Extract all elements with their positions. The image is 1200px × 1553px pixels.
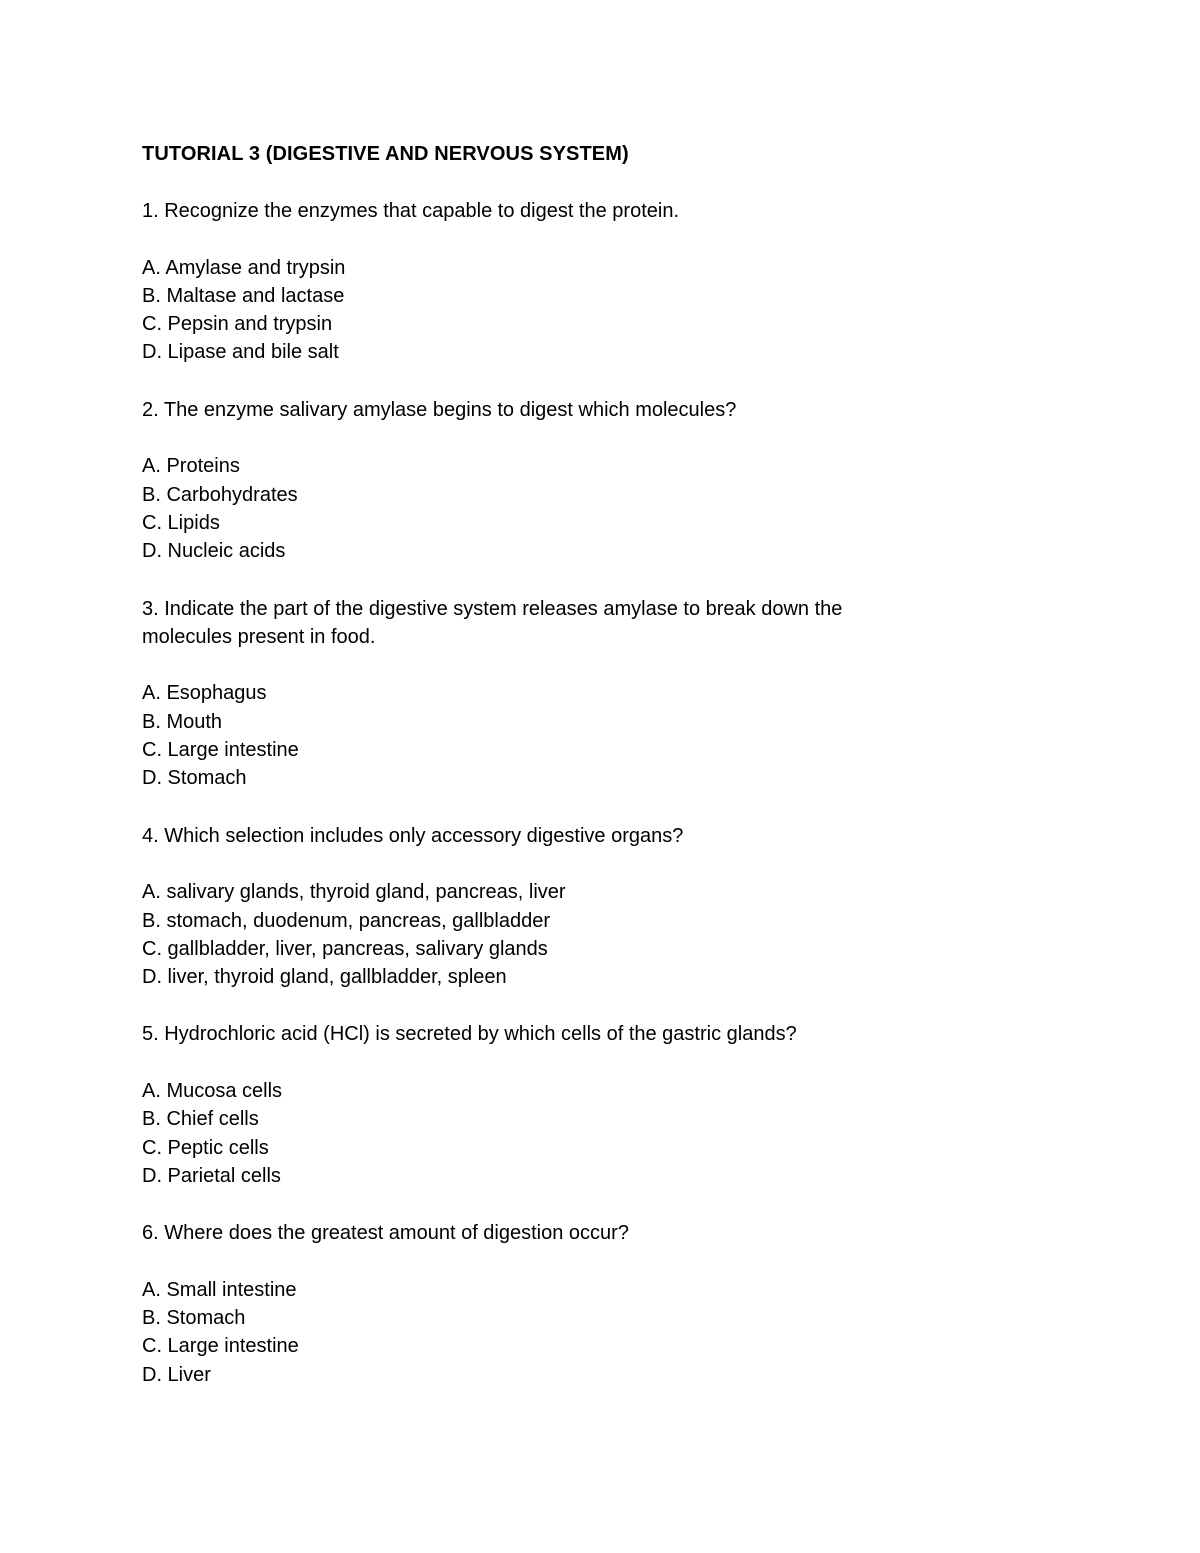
question-text: 1. Recognize the enzymes that capable to digest the protein. — [142, 200, 680, 222]
answer-option: D. Lipase and bile salt — [142, 341, 339, 364]
answer-option: A. Amylase and trypsin — [142, 256, 346, 279]
question-text: 5. Hydrochloric acid (HCl) is secreted by which cells of the gastric glands? — [142, 1023, 797, 1046]
answer-option: D. liver, thyroid gland, gallbladder, spleen — [142, 966, 507, 989]
question-text: 3. Indicate the part of the digestive system releases amylase to break down the molecules present in food. — [142, 597, 843, 648]
question-1 — [142, 197, 1042, 367]
answer-options — [142, 1276, 1042, 1389]
answer-option: B. Maltase and lactase — [142, 284, 345, 307]
question-5 — [142, 1020, 1042, 1190]
question-2 — [142, 396, 1042, 566]
answer-option: B. Carbohydrates — [142, 483, 298, 506]
question-6 — [142, 1219, 1042, 1389]
answer-option: D. Nucleic acids — [142, 540, 286, 563]
answer-options — [142, 254, 1042, 367]
answer-options — [142, 878, 1042, 991]
answer-options — [142, 1077, 1042, 1190]
answer-options — [142, 452, 1042, 565]
answer-option: D. Stomach — [142, 767, 247, 790]
answer-option: C. Pepsin and trypsin — [142, 313, 333, 336]
answer-option: A. salivary glands, thyroid gland, pancreas, liver — [142, 881, 566, 904]
answer-option: B. Mouth — [142, 710, 223, 733]
answer-option: A. Small intestine — [142, 1278, 297, 1301]
answer-option: C. gallbladder, liver, pancreas, salivary glands — [142, 937, 548, 960]
question-3 — [142, 595, 1042, 793]
answer-option: B. Chief cells — [142, 1108, 259, 1131]
answer-option: A. Esophagus — [142, 682, 267, 705]
answer-option: C. Large intestine — [142, 1335, 299, 1358]
answer-option: B. Stomach — [142, 1307, 246, 1330]
question-text: 6. Where does the greatest amount of digestion occur? — [142, 1222, 629, 1245]
answer-option: D. Parietal cells — [142, 1164, 281, 1187]
question-4 — [142, 822, 1042, 992]
answer-option: C. Large intestine — [142, 739, 299, 762]
answer-option: C. Peptic cells — [142, 1136, 269, 1159]
answer-option: B. stomach, duodenum, pancreas, gallbladder — [142, 909, 551, 932]
answer-options — [142, 679, 1042, 792]
answer-option: A. Proteins — [142, 455, 240, 478]
answer-option: C. Lipids — [142, 511, 220, 534]
answer-option: A. Mucosa cells — [142, 1080, 283, 1103]
document-title: TUTORIAL 3 (DIGESTIVE AND NERVOUS SYSTEM) — [142, 143, 629, 165]
question-text: 2. The enzyme salivary amylase begins to digest which molecules? — [142, 398, 737, 421]
answer-option: D. Liver — [142, 1363, 211, 1386]
question-text: 4. Which selection includes only accessory digestive organs? — [142, 824, 684, 847]
document-content — [142, 140, 1042, 1389]
